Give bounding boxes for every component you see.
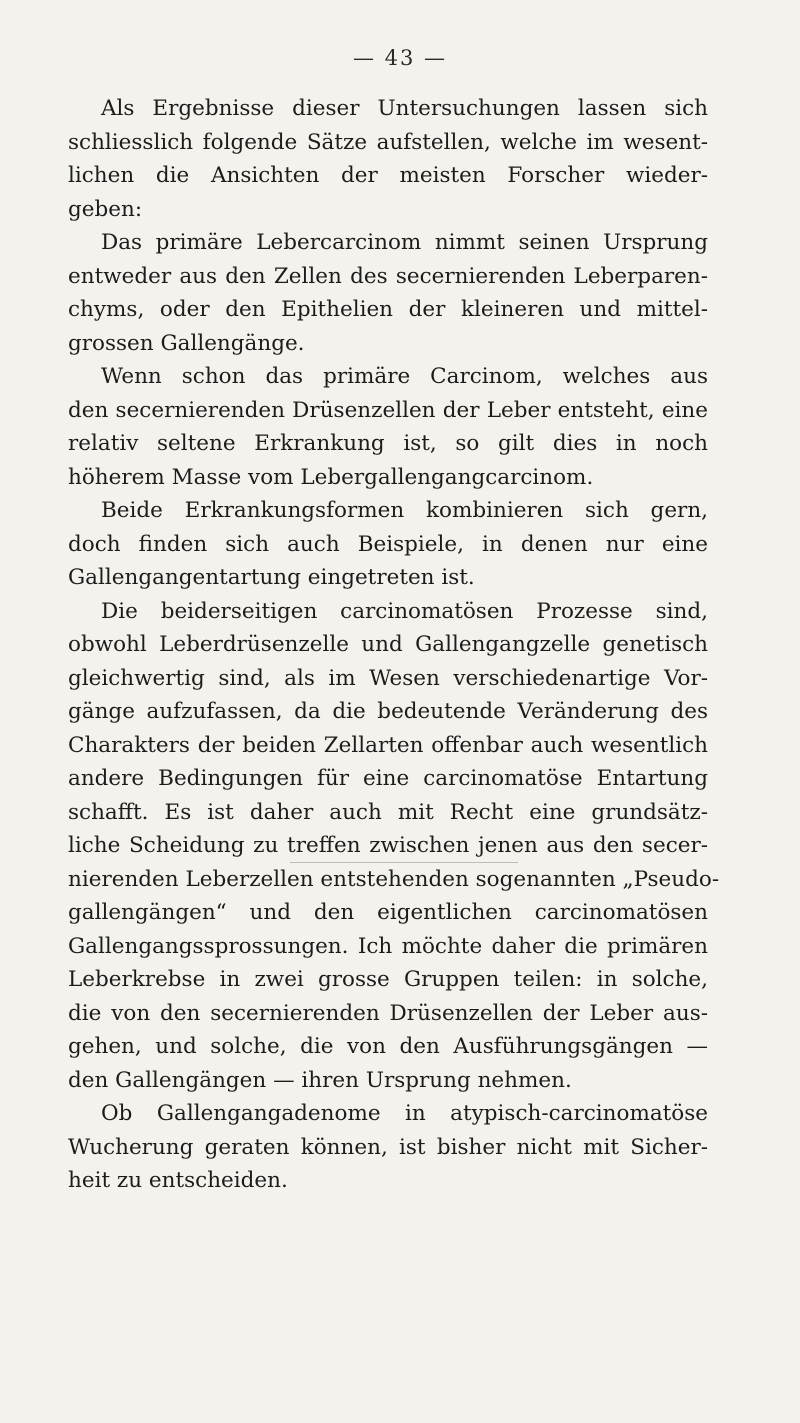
text-line: lichen die Ansichten der meisten Forscher wieder- [68,163,708,188]
text-line: obwohl Leberdrüsenzelle und Gallengangzelle genetisch [68,632,708,657]
text-line: Wenn schon das primäre Carcinom, welches aus [101,364,708,389]
text-line: Ob Gallengangadenome in atypisch-carcinomatöse [101,1101,708,1126]
text-line: Beide Erkrankungsformen kombinieren sich gern, [101,498,708,523]
text-line: gehen, und solche, die von den Ausführungsgängen — [68,1034,708,1059]
text-line: grossen Gallengänge. [68,330,305,356]
text-line: den Gallengängen — ihren Ursprung nehmen. [68,1067,572,1093]
text-line: Wucherung geraten können, ist bisher nicht mit Sicher- [68,1134,708,1160]
text-line: gänge aufzufassen, da die bedeutende Veränderung des [68,699,708,724]
text-line: relativ seltene Erkrankung ist, so gilt dies in noch [68,431,708,456]
text-line: nierenden Leberzellen entstehenden sogenannten „Pseudo- [68,866,720,892]
text-line: gallengängen“ und den eigentlichen carcinomatösen [68,900,708,925]
text-line: die von den secernierenden Drüsenzellen der Leber aus- [68,1000,708,1026]
page-number: — 43 — [352,46,448,70]
text-line: entweder aus den Zellen des secernierenden Leberparen- [68,263,708,289]
text-line: Leberkrebse in zwei grosse Gruppen teilen: in solche, [68,967,708,992]
text-line: Gallengangssprossungen. Ich möchte daher die primären [68,933,708,959]
text-line: geben: [68,196,143,222]
text-line: heit zu entscheiden. [68,1168,288,1193]
text-line: Das primäre Lebercarcinom nimmt seinen Ursprung [101,230,708,255]
text-line: liche Scheidung zu treffen zwischen jenen aus den secer- [68,833,708,858]
text-line: Charakters der beiden Zellarten offenbar auch wesentlich [68,732,708,758]
text-line: gleichwertig sind, als im Wesen verschiedenartige Vor- [68,665,708,691]
text-line: chyms, oder den Epithelien der kleineren und mittel- [68,297,708,322]
text-line: schliesslich folgende Sätze aufstellen, welche im wesent- [68,129,708,155]
text-line: höherem Masse vom Lebergallengangcarcinom. [68,464,594,490]
text-line: andere Bedingungen für eine carcinomatöse Entartung [68,766,708,791]
closing-rule [290,862,518,863]
text-line: Die beiderseitigen carcinomatösen Prozesse sind, [101,598,708,624]
text-line: Als Ergebnisse dieser Untersuchungen lassen sich [101,96,708,121]
text-line: den secernierenden Drüsenzellen der Leber entsteht, eine [68,397,708,423]
text-line: schafft. Es ist daher auch mit Recht eine grundsätz- [68,799,708,825]
body-text [68,92,720,1198]
text-line: doch finden sich auch Beispiele, in denen nur eine [68,531,708,557]
text-line: Gallengangentartung eingetreten ist. [68,565,475,590]
